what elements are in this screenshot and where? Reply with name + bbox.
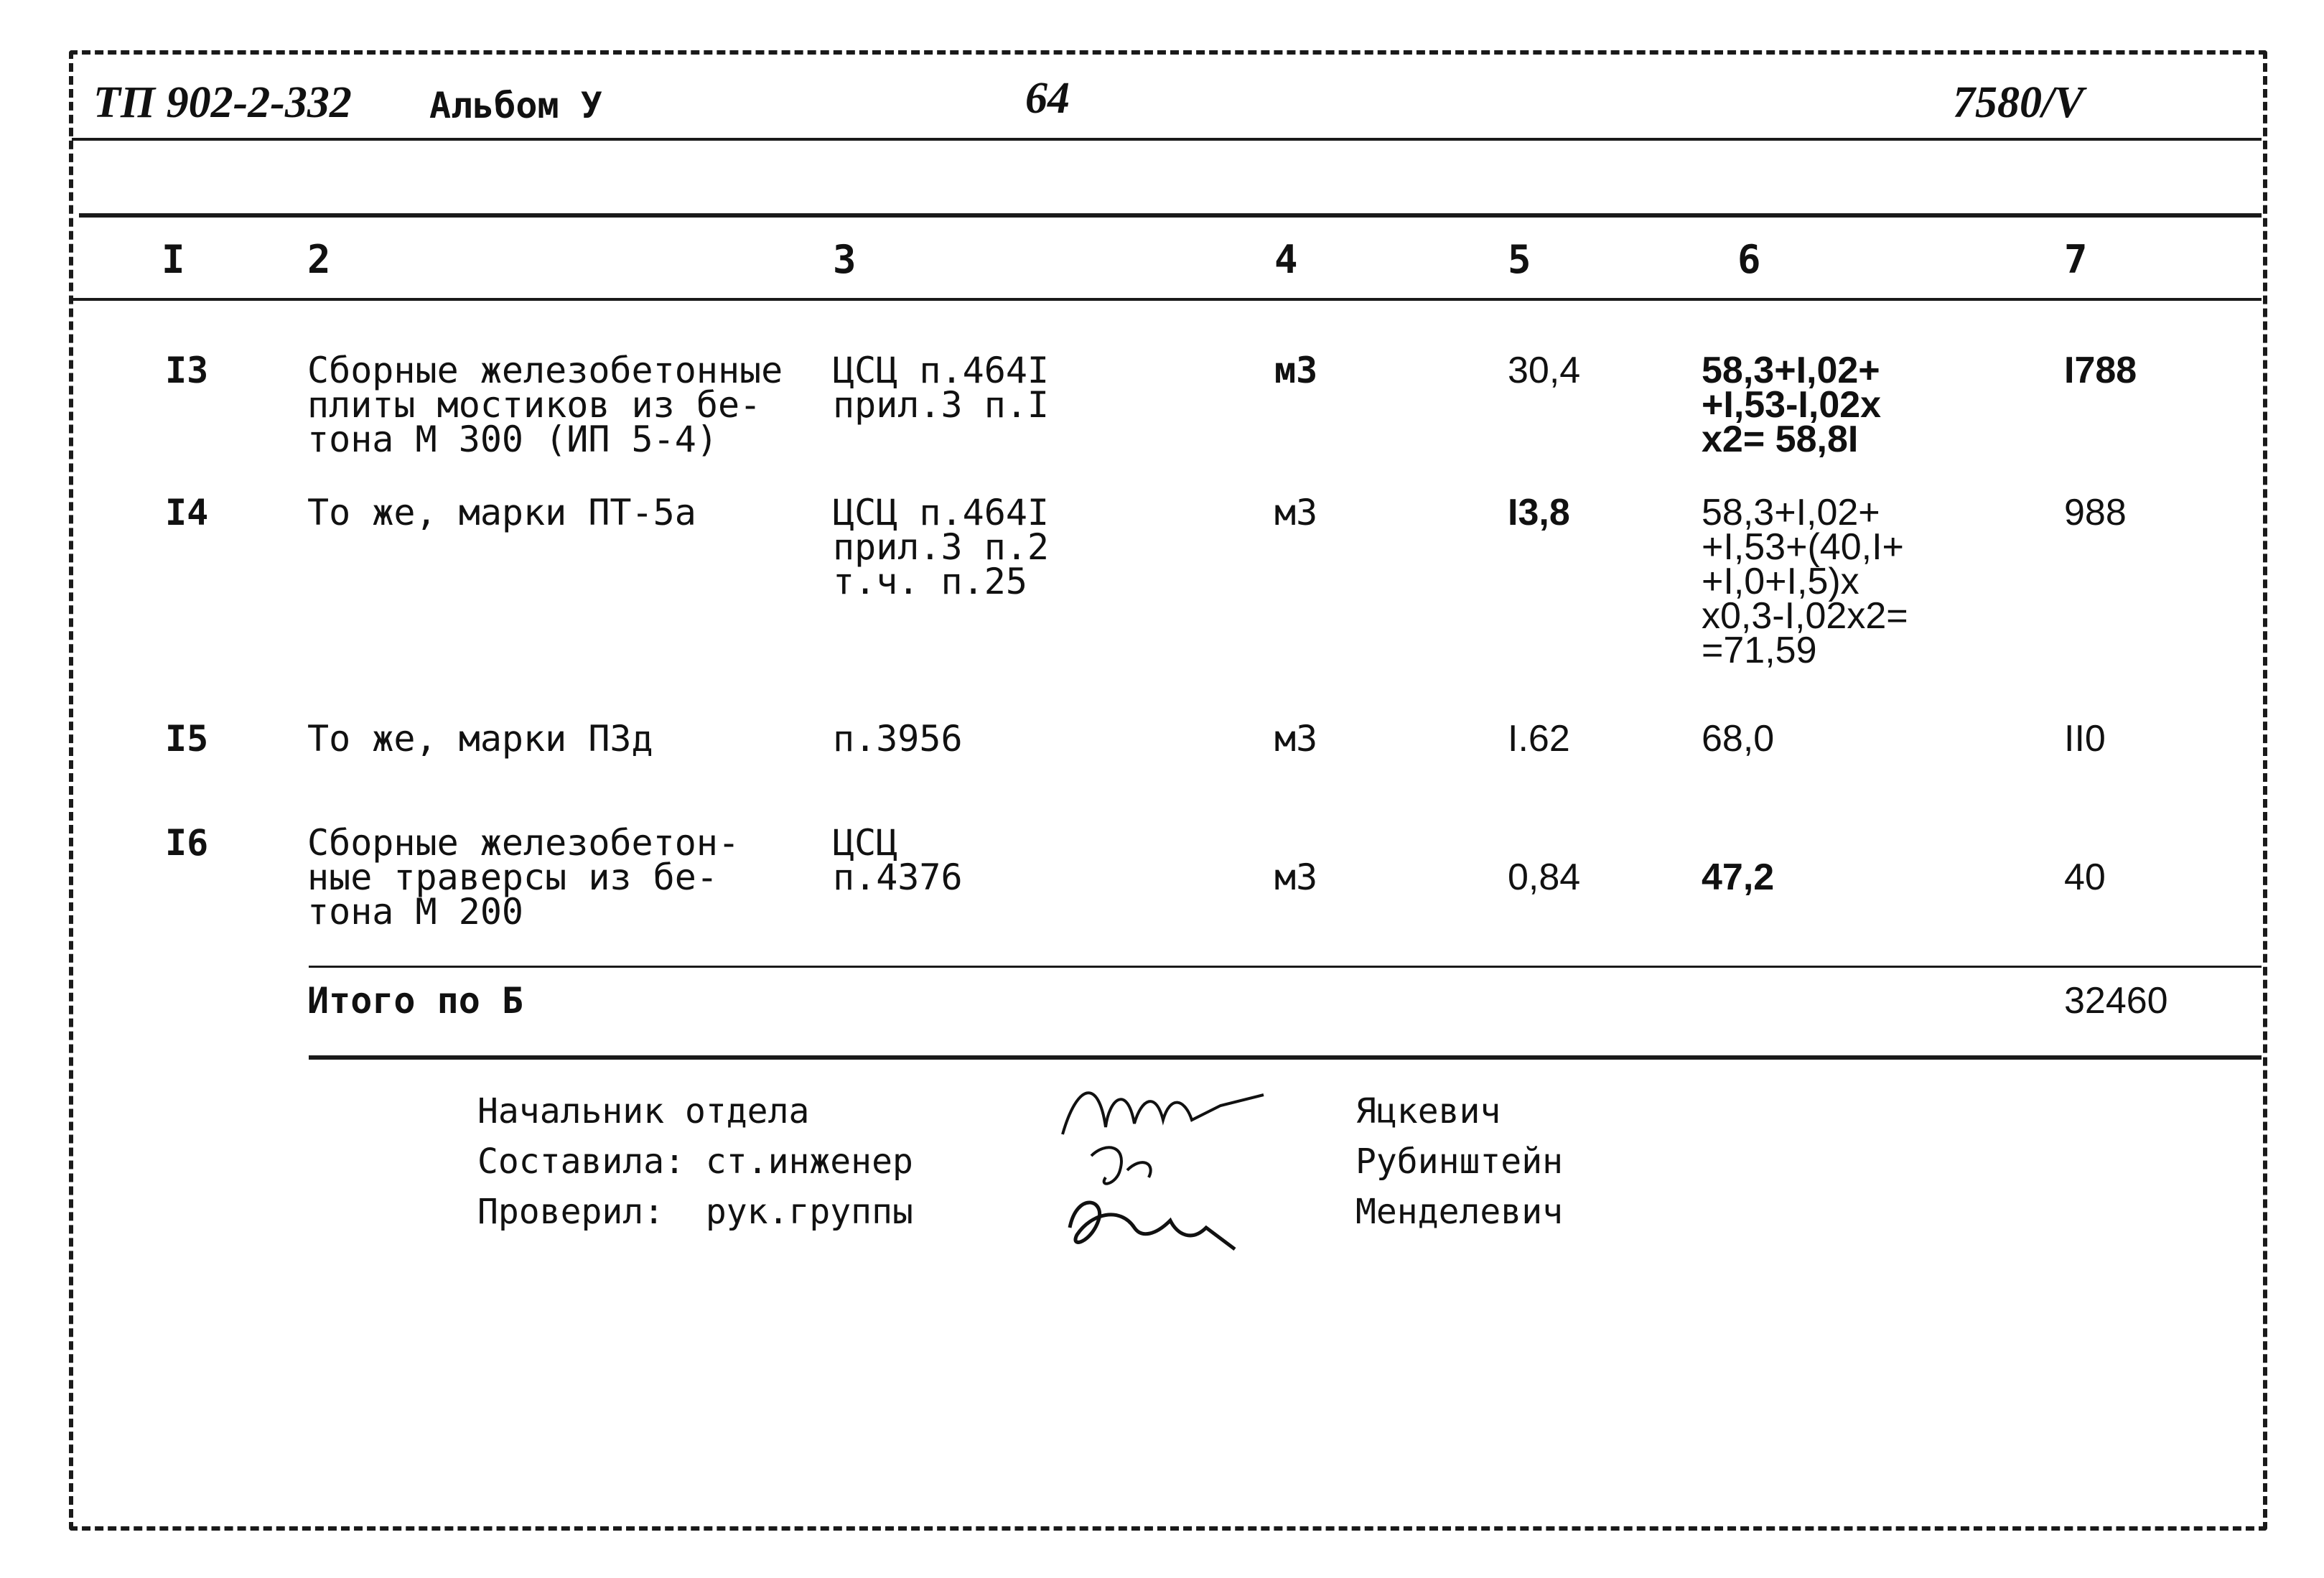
- document-code: ТП 902-2-332: [93, 78, 352, 127]
- row-unit: м3: [1274, 492, 1318, 533]
- row-unit: м3: [1274, 350, 1318, 391]
- total-value: 32460: [2064, 980, 2168, 1022]
- row-quantity: 0,84: [1508, 856, 1581, 898]
- total-label: Итого по Б: [307, 980, 524, 1022]
- header-rule: [72, 138, 2262, 141]
- row-basis: ЦСЦ п.4376: [833, 822, 963, 898]
- row-quantity: 30,4: [1508, 350, 1581, 391]
- row-unit: м3: [1274, 856, 1318, 898]
- row-basis: ЦСЦ п.464I прил.3 п.2 т.ч. п.25: [833, 492, 1050, 602]
- row-quantity: I.62: [1508, 718, 1570, 760]
- row-number: I3: [165, 350, 209, 391]
- row-unit: м3: [1274, 718, 1318, 760]
- row-price: 58,3+I,02+ +I,53-I,02х х2= 58,8I: [1702, 350, 1882, 460]
- row-cost: 40: [2064, 856, 2106, 898]
- column-header-2: 2: [307, 237, 331, 282]
- column-header-1: I: [162, 237, 185, 282]
- album-label: Альбом У: [429, 85, 602, 126]
- row-number: I6: [165, 822, 209, 864]
- signature-name-2: Рубинштейн: [1355, 1142, 1563, 1182]
- column-header-7: 7: [2064, 237, 2088, 282]
- document-frame: [69, 50, 2267, 1531]
- row-name: То же, марки ПТ-5а: [307, 492, 696, 533]
- page-number: 64: [1025, 74, 1070, 123]
- signature-name-1: Яцкевич: [1355, 1091, 1501, 1131]
- column-header-3: 3: [833, 237, 857, 282]
- row-name: То же, марки ПЗд: [307, 718, 653, 760]
- row-basis: п.3956: [833, 718, 963, 760]
- row-cost: I788: [2064, 350, 2137, 391]
- handwritten-signatures: [1048, 1055, 1292, 1264]
- row-price: 68,0: [1702, 718, 1775, 760]
- row-number: I5: [165, 718, 209, 760]
- row-quantity: I3,8: [1508, 492, 1570, 533]
- signature-name-3: Менделевич: [1355, 1192, 1563, 1232]
- row-price: 47,2: [1702, 856, 1775, 898]
- row-cost: 988: [2064, 492, 2127, 533]
- signature-role-2: Составила: ст.инженер: [477, 1142, 913, 1182]
- row-name: Сборные железобетонные плиты мостиков из бе- тона М 300 (ИП 5-4): [307, 350, 783, 460]
- total-top-rule: [309, 966, 2262, 968]
- column-header-6: 6: [1737, 237, 1761, 282]
- table-header-rule: [72, 298, 2262, 301]
- row-price: 58,3+I,02+ +I,53+(40,I+ +I,0+I,5)х х0,3-I,02х2= =71,59: [1702, 492, 1908, 671]
- signature-role-1: Начальник отдела: [477, 1091, 810, 1131]
- table-top-rule: [79, 213, 2262, 218]
- column-header-4: 4: [1274, 237, 1298, 282]
- column-header-5: 5: [1508, 237, 1531, 282]
- row-name: Сборные железобетон- ные траверсы из бе- тона М 200: [307, 822, 740, 933]
- row-cost: II0: [2064, 718, 2106, 760]
- document-number: 7580/V: [1953, 78, 2084, 127]
- row-number: I4: [165, 492, 209, 533]
- row-basis: ЦСЦ п.464I прил.3 п.I: [833, 350, 1050, 426]
- signature-role-3: Проверил: рук.группы: [477, 1192, 913, 1232]
